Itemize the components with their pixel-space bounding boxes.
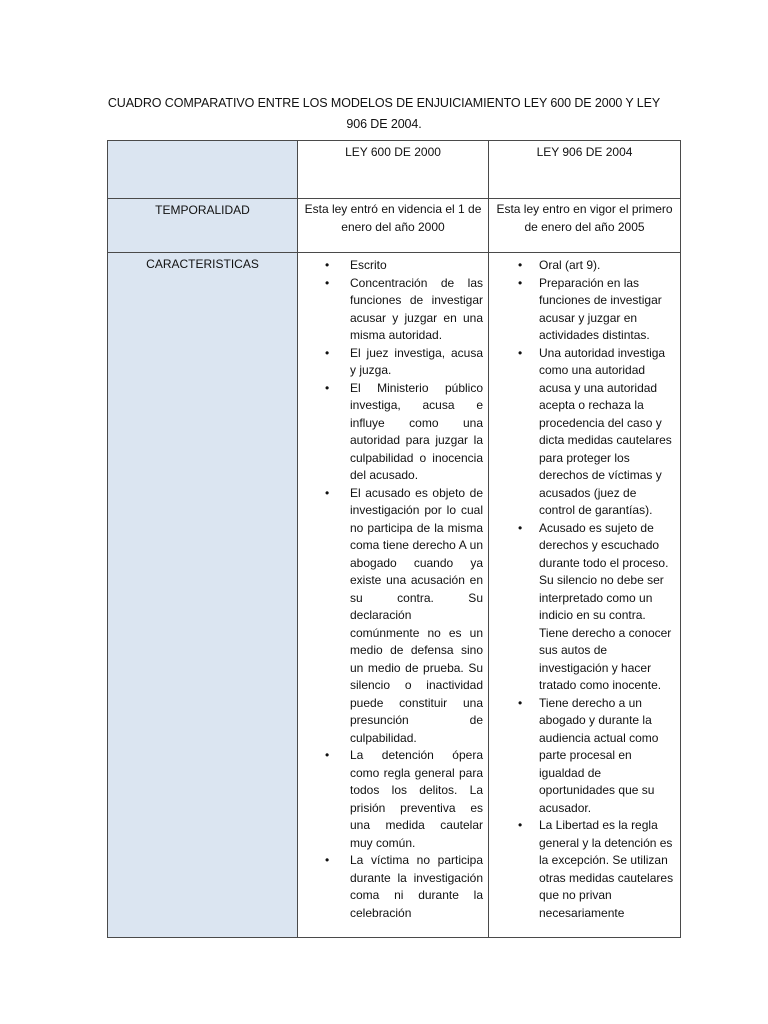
caracteristicas-ley-906-cell bbox=[489, 253, 681, 938]
list-item: • Acusado es sujeto de derechos y escuchado durante todo el proceso. Su silencio no debe ser interpretado como un indicio en su contra. Tiene derecho a conocer sus autos de investigación y hacer tratado como inocente. bbox=[489, 520, 675, 695]
list-item: • La víctima no participa durante la investigación coma ni durante la celebración bbox=[298, 852, 483, 922]
temporalidad-label: TEMPORALIDAD bbox=[108, 199, 298, 253]
list-item: • El acusado es objeto de investigación por lo cual no participa de la misma coma tiene derecho A un abogado cuando ya existe una acusación en su contra. Su declaración comúnmente no es un medio de defensa sino un medio de prueba. Su silencio o inactividad puede constituir una presunción de culpabilidad. bbox=[298, 485, 483, 748]
list-item: • La detención ópera como regla general para todos los delitos. La prisión preventiva es una medida cautelar muy común. bbox=[298, 747, 483, 852]
caracteristicas-label: CARACTERISTICAS bbox=[108, 253, 298, 938]
list-item: • El juez investiga, acusa y juzga. bbox=[298, 345, 483, 380]
list-item: • Escrito bbox=[298, 257, 483, 275]
temporalidad-row bbox=[108, 199, 681, 253]
header-ley-600: LEY 600 DE 2000 bbox=[298, 141, 489, 199]
caracteristicas-ley-906-list bbox=[489, 253, 680, 922]
temporalidad-ley-600: Esta ley entró en videncia el 1 de enero del año 2000 bbox=[298, 199, 489, 253]
temporalidad-ley-906: Esta ley entro en vigor el primero de enero del año 2005 bbox=[489, 199, 681, 253]
caracteristicas-row bbox=[108, 253, 681, 938]
list-item: • La Libertad es la regla general y la detención es la excepción. Se utilizan otras medidas cautelares que no privan necesariamente bbox=[489, 817, 675, 922]
list-item: • Concentración de las funciones de investigar acusar y juzgar en una misma autoridad. bbox=[298, 275, 483, 345]
table-header-row bbox=[108, 141, 681, 199]
header-empty-cell bbox=[108, 141, 298, 199]
comparison-table bbox=[107, 140, 681, 938]
list-item: • Preparación en las funciones de investigar acusar y juzgar en actividades distintas. bbox=[489, 275, 675, 345]
list-item: • Tiene derecho a un abogado y durante la audiencia actual como parte procesal en igualdad de oportunidades que su acusador. bbox=[489, 695, 675, 818]
list-item: • Una autoridad investiga como una autoridad acusa y una autoridad acepta o rechaza la procedencia del caso y dicta medidas cautelares para proteger los derechos de víctimas y acusados (juez de control de garantías). bbox=[489, 345, 675, 520]
list-item: • El Ministerio público investiga, acusa e influye como una autoridad para juzgar la culpabilidad o inocencia del acusado. bbox=[298, 380, 483, 485]
document-title: CUADRO COMPARATIVO ENTRE LOS MODELOS DE ENJUICIAMIENTO LEY 600 DE 2000 Y LEY 906 DE 2004. bbox=[107, 96, 661, 131]
caracteristicas-ley-600-list bbox=[298, 253, 488, 922]
caracteristicas-ley-600-cell bbox=[298, 253, 489, 938]
list-item: • Oral (art 9). bbox=[489, 257, 675, 275]
header-ley-906: LEY 906 DE 2004 bbox=[489, 141, 681, 199]
